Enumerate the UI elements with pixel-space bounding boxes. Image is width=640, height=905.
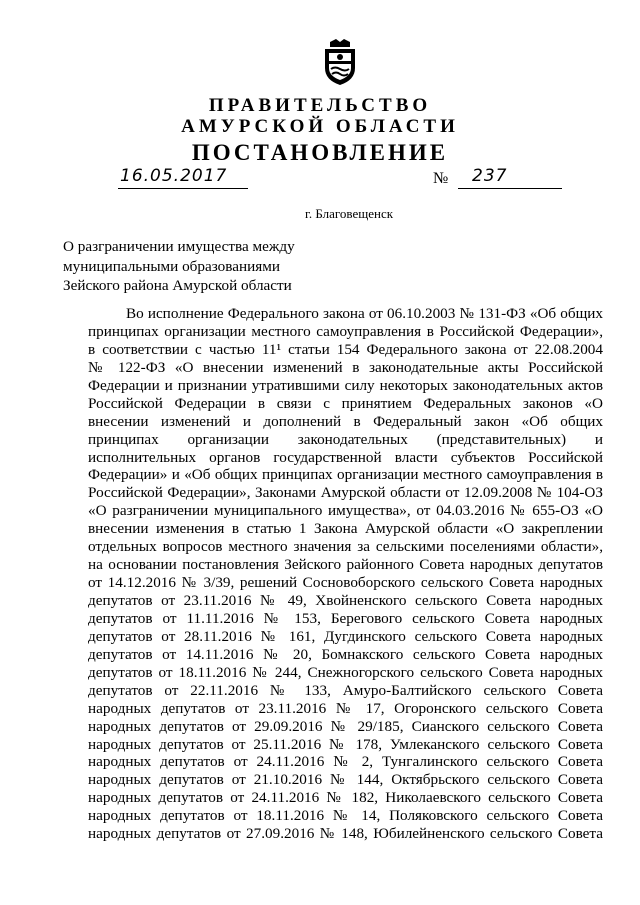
body-line: исполнительных органов государственной власти субъектов Российской — [88, 448, 603, 466]
body-line: народных депутатов от 25.11.2016 № 178, Умлеканского сельского Совета — [88, 735, 603, 753]
body-line: депутатов от 18.11.2016 № 244, Снежногорского сельского Совета народных — [88, 663, 603, 681]
body-line: внесении изменений и дополнений в Федеральный закон «Об общих — [88, 412, 603, 430]
document-body — [88, 305, 603, 843]
body-line: народных депутатов от 18.11.2016 № 14, Поляковского сельского Совета — [88, 807, 603, 825]
city-name: г. Благовещенск — [305, 206, 394, 221]
body-line: народных депутатов от 21.10.2016 № 144, Октябрьского сельского Совета — [88, 771, 603, 789]
body-line: депутатов от 23.11.2016 № 49, Хвойненского сельского Совета народных — [88, 592, 603, 609]
body-line: отдельных вопросов местного значения за сельскими поселениями области», — [88, 538, 603, 556]
body-line: депутатов от 11.11.2016 № 153, Берегового сельского Совета народных — [88, 609, 603, 627]
body-line: «О разграничении муниципального имущества», от 04.03.2016 № 655-ОЗ «О — [88, 502, 603, 520]
body-line: народных депутатов от 29.09.2016 № 29/185, Сианского сельского Совета — [88, 717, 603, 735]
document-number: 237 — [472, 166, 508, 186]
body-line: народных депутатов от 23.11.2016 № 17, Огоронского сельского Совета — [88, 699, 603, 717]
body-line: № 122-ФЗ «О внесении изменений в законодательные акты Российской — [88, 358, 603, 376]
date-field — [118, 166, 248, 189]
subject-line: О разграничении имущества между — [63, 238, 295, 255]
body-line: депутатов от 28.11.2016 № 161, Дугдинского сельского Совета народных — [88, 627, 603, 645]
body-line: Российской Федерации», Законами Амурской области от 12.09.2008 № 104-ОЗ — [88, 484, 603, 502]
body-line: народных депутатов от 24.11.2016 № 2, Тунгалинского сельского Совета — [88, 753, 603, 771]
body-line: внесении изменения в статью 1 Закона Амурской области «О закреплении — [88, 520, 603, 538]
coat-of-arms-emblem — [322, 38, 358, 86]
body-line: Российской Федерации в связи с принятием Федеральных законов «О — [88, 394, 603, 412]
body-line: принципах организации законодательных (представительных) и — [88, 430, 603, 448]
document-type: ПОСТАНОВЛЕНИЕ — [191, 140, 449, 165]
number-label: № — [433, 170, 449, 187]
body-line: на основании постановления Зейского районного Совета народных депутатов — [88, 556, 603, 574]
body-line: принципах организации местного самоуправления в Российской Федерации», — [88, 322, 603, 340]
body-line: народных депутатов от 27.09.2016 № 148, Юбилейненского сельского Совета — [88, 825, 603, 843]
body-line: от 14.12.2016 № 3/39, решений Сосновоборского сельского Совета народных — [88, 574, 603, 592]
body-line: народных депутатов от 24.11.2016 № 182, Николаевского сельского Совета — [88, 789, 603, 807]
body-line: Федерации и признании утратившими силу некоторых законодательных актов — [88, 376, 603, 394]
government-title: ПРАВИТЕЛЬСТВО — [208, 95, 432, 116]
document-subject — [63, 237, 383, 296]
number-field — [458, 166, 562, 189]
region-title: АМУРСКОЙ ОБЛАСТИ — [181, 116, 459, 137]
subject-line: муниципальными образованиями — [63, 257, 280, 275]
body-line: депутатов от 22.11.2016 № 133, Амуро-Балтийского сельского Совета — [88, 681, 603, 699]
body-line: Федерации» и «Об общих принципах организации местного самоуправления в — [88, 466, 603, 484]
body-line: Во исполнение Федерального закона от 06.10.2003 № 131-ФЗ «Об общих — [126, 305, 603, 322]
document-date: 16.05.2017 — [120, 166, 228, 186]
body-line: депутатов от 14.11.2016 № 20, Бомнакского сельского Совета народных — [88, 645, 603, 663]
subject-line: Зейского района Амурской области — [63, 277, 292, 294]
body-line: в соответствии с частью 11¹ статьи 154 Федерального закона от 22.08.2004 — [88, 340, 603, 358]
